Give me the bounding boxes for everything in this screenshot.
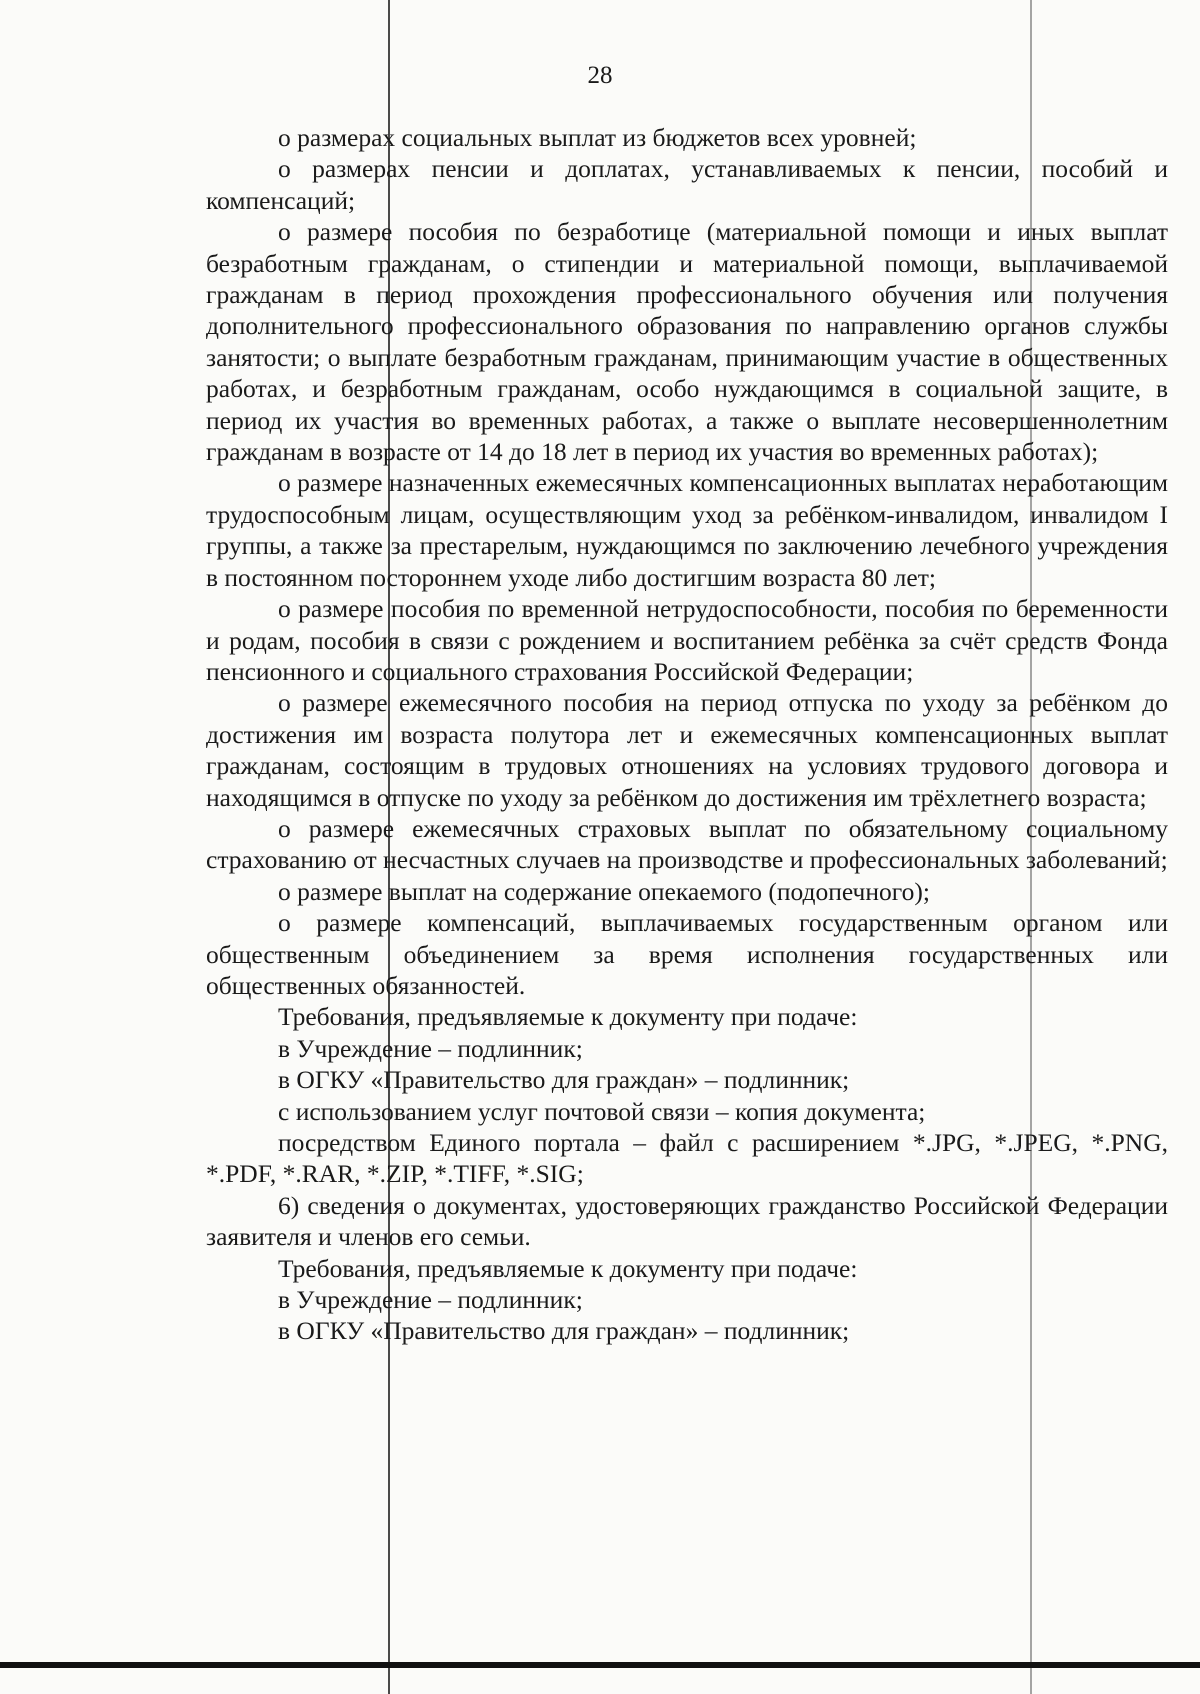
paragraph: в ОГКУ «Правительство для граждан» – подлинник; — [278, 1065, 850, 1095]
scan-artifact-border — [0, 1662, 1200, 1668]
paragraph: о размере пособия по безработице (материальной помощи и иных выплат безработным гражданам, о стипендии и материальной помощи, выплачиваемой гражданам в период прохождения профессионального обучения или получения дополнительного профессионального образования по направлению органов службы занятости; о выплате безработным гражданам, принимающим участие в общественных работах, и безработным гражданам, особо нуждающимся в социальной защите, в период их участия во временных работах, а также о выплате несовершеннолетним гражданам в возрасте от 14 до 18 лет в период их участия во временных работах); — [206, 217, 1168, 467]
paragraph: о размере пособия по временной нетрудоспособности, пособия по беременности и родам, пособия в связи с рождением и воспитанием ребёнка за счёт средств Фонда пенсионного и социального страхования Российской Федерации; — [206, 594, 1168, 686]
paragraph: в Учреждение – подлинник; — [278, 1285, 583, 1315]
paragraph: Требования, предъявляемые к документу при подаче: — [278, 1253, 858, 1283]
paragraph: с использованием услуг почтовой связи – копия документа; — [278, 1096, 926, 1126]
paragraph: 6) сведения о документах, удостоверяющих гражданство Российской Федерации заявителя и членов его семьи. — [206, 1190, 1168, 1252]
paragraph: о размере ежемесячного пособия на период отпуска по уходу за ребёнком до достижения им возраста полутора лет и ежемесячных компенсационных выплат гражданам, состоящим в трудовых отношениях на условиях трудового договора и находящимся в отпуске по уходу за ребёнком до достижения им трёхлетнего возраста; — [206, 688, 1168, 812]
document-body — [206, 122, 1168, 1347]
paragraph: о размере выплат на содержание опекаемого (подопечного); — [278, 876, 930, 906]
paragraph: о размерах пенсии и доплатах, устанавливаемых к пенсии, пособий и компенсаций; — [206, 154, 1168, 215]
paragraph: в Учреждение – подлинник; — [278, 1033, 583, 1063]
paragraph: о размере ежемесячных страховых выплат по обязательному социальному страхованию от несчастных случаев на производстве и профессиональных заболеваний; — [206, 813, 1168, 875]
paragraph: посредством Единого портала – файл с расширением *.JPG, *.JPEG, *.PNG, *.PDF, *.RAR, *.ZIP, *.TIFF, *.SIG; — [206, 1128, 1168, 1189]
paragraph: о размерах социальных выплат из бюджетов всех уровней; — [278, 123, 917, 152]
paragraph: Требования, предъявляемые к документу при подаче: — [278, 1002, 858, 1032]
paragraph: в ОГКУ «Правительство для граждан» – подлинник; — [278, 1316, 850, 1346]
page-number: 28 — [587, 62, 613, 89]
paragraph: о размере назначенных ежемесячных компенсационных выплатах неработающим трудоспособным лицам, осуществляющим уход за ребёнком-инвалидом, инвалидом I группы, а также за престарелым, нуждающимся по заключению лечебного учреждения в постоянном постороннем уходе либо достигшим возраста 80 лет; — [206, 468, 1168, 592]
paragraph: о размере компенсаций, выплачиваемых государственным органом или общественным объединением за время исполнения государственных или общественных обязанностей. — [206, 908, 1168, 1000]
